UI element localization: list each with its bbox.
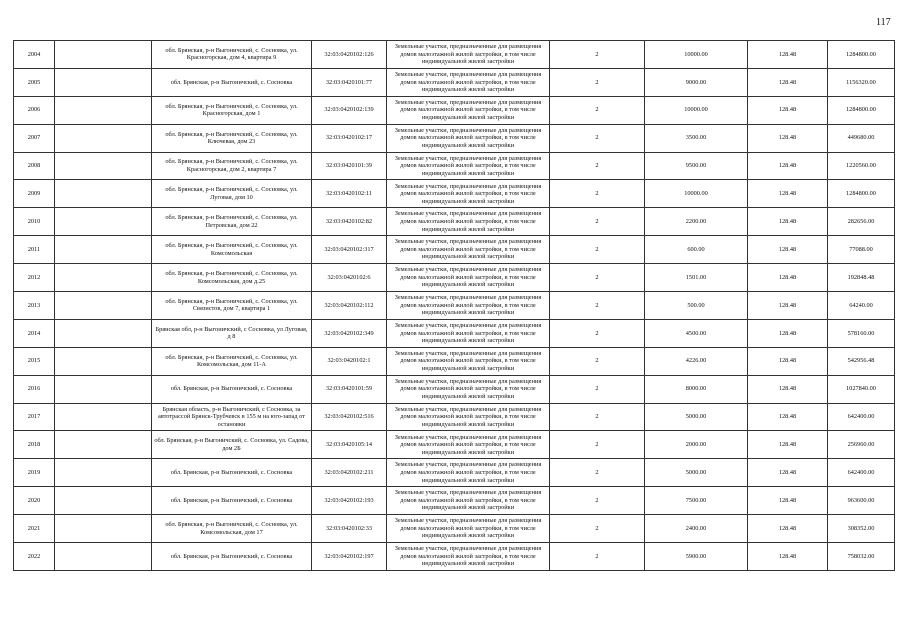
area-cell: 4226.00 (645, 347, 748, 375)
category-cell: 2 (550, 459, 645, 487)
land-use-cell: Земельные участки, предназначенные для размещения домов малоэтажной жилой застройки, в том числе индивидуальной жилой застройки (387, 543, 550, 571)
rate-cell: 128.48 (748, 124, 828, 152)
address-cell: обл. Брянская, р-н Выгоничский, с. Сосновка (152, 459, 312, 487)
rate-cell: 128.48 (748, 264, 828, 292)
rate-cell: 128.48 (748, 236, 828, 264)
empty-cell (55, 180, 152, 208)
area-cell: 600.00 (645, 236, 748, 264)
cadastral-number-cell: 32:03:0420102:11 (312, 180, 387, 208)
table-row (14, 375, 895, 403)
row-number-cell: 2017 (14, 403, 55, 431)
category-cell: 2 (550, 96, 645, 124)
cadastral-number-cell: 32:03:0420102:82 (312, 208, 387, 236)
cadastral-value-cell: 1220560.00 (828, 152, 895, 180)
area-cell: 3500.00 (645, 124, 748, 152)
empty-cell (55, 543, 152, 571)
address-cell: Брянская обл, р-н Выгоничский, с Сосновка, ул Луговая, д 8 (152, 319, 312, 347)
rate-cell: 128.48 (748, 152, 828, 180)
cadastral-value-cell: 578160.00 (828, 319, 895, 347)
address-cell: обл. Брянская, р-н Выгоничский, с. Сосновка, ул. Луговая, дом 10 (152, 180, 312, 208)
empty-cell (55, 347, 152, 375)
cadastral-number-cell: 32:03:0420102:349 (312, 319, 387, 347)
registry-table-body (14, 41, 895, 571)
cadastral-value-cell: 1156320.00 (828, 68, 895, 96)
table-row (14, 152, 895, 180)
cadastral-number-cell: 32:03:0420102:211 (312, 459, 387, 487)
land-use-cell: Земельные участки, предназначенные для размещения домов малоэтажной жилой застройки, в том числе индивидуальной жилой застройки (387, 347, 550, 375)
area-cell: 2200.00 (645, 208, 748, 236)
table-row (14, 208, 895, 236)
rate-cell: 128.48 (748, 375, 828, 403)
empty-cell (55, 68, 152, 96)
address-cell: обл. Брянская, р-н Выгоничский, с. Сосновка, ул. Комсомольская (152, 236, 312, 264)
cadastral-value-cell: 1284800.00 (828, 41, 895, 69)
rate-cell: 128.48 (748, 96, 828, 124)
cadastral-value-cell: 308352.00 (828, 515, 895, 543)
row-number-cell: 2022 (14, 543, 55, 571)
land-use-cell: Земельные участки, предназначенные для размещения домов малоэтажной жилой застройки, в том числе индивидуальной жилой застройки (387, 403, 550, 431)
land-use-cell: Земельные участки, предназначенные для размещения домов малоэтажной жилой застройки, в том числе индивидуальной жилой застройки (387, 515, 550, 543)
land-use-cell: Земельные участки, предназначенные для размещения домов малоэтажной жилой застройки, в том числе индивидуальной жилой застройки (387, 292, 550, 320)
land-use-cell: Земельные участки, предназначенные для размещения домов малоэтажной жилой застройки, в том числе индивидуальной жилой застройки (387, 152, 550, 180)
cadastral-value-cell: 1284800.00 (828, 180, 895, 208)
land-use-cell: Земельные участки, предназначенные для размещения домов малоэтажной жилой застройки, в том числе индивидуальной жилой застройки (387, 431, 550, 459)
table-row (14, 264, 895, 292)
address-cell: обл. Брянская, р-н Выгоничский, с. Сосновка, ул. Садова, дом 2Б (152, 431, 312, 459)
row-number-cell: 2008 (14, 152, 55, 180)
cadastral-number-cell: 32:03:0420102:197 (312, 543, 387, 571)
land-use-cell: Земельные участки, предназначенные для размещения домов малоэтажной жилой застройки, в том числе индивидуальной жилой застройки (387, 68, 550, 96)
row-number-cell: 2005 (14, 68, 55, 96)
cadastral-number-cell: 32:03:0420101:39 (312, 152, 387, 180)
rate-cell: 128.48 (748, 431, 828, 459)
table-row (14, 543, 895, 571)
area-cell: 500.00 (645, 292, 748, 320)
area-cell: 2400.00 (645, 515, 748, 543)
area-cell: 10000.00 (645, 96, 748, 124)
rate-cell: 128.48 (748, 292, 828, 320)
land-use-cell: Земельные участки, предназначенные для размещения домов малоэтажной жилой застройки, в том числе индивидуальной жилой застройки (387, 319, 550, 347)
row-number-cell: 2013 (14, 292, 55, 320)
table-row (14, 403, 895, 431)
area-cell: 9500.00 (645, 152, 748, 180)
area-cell: 8000.00 (645, 375, 748, 403)
category-cell: 2 (550, 347, 645, 375)
rate-cell: 128.48 (748, 459, 828, 487)
row-number-cell: 2010 (14, 208, 55, 236)
address-cell: обл. Брянская, р-н Выгоничский, с. Сосновка, ул. Связистов, дом 7, квартира 1 (152, 292, 312, 320)
empty-cell (55, 431, 152, 459)
cadastral-number-cell: 32:03:0420102:193 (312, 487, 387, 515)
rate-cell: 128.48 (748, 347, 828, 375)
row-number-cell: 2018 (14, 431, 55, 459)
table-row (14, 515, 895, 543)
category-cell: 2 (550, 208, 645, 236)
category-cell: 2 (550, 515, 645, 543)
row-number-cell: 2021 (14, 515, 55, 543)
rate-cell: 128.48 (748, 403, 828, 431)
address-cell: обл. Брянская, р-н Выгоничский, с. Сосновка, ул. Красногорская, дом 2, квартира 7 (152, 152, 312, 180)
land-use-cell: Земельные участки, предназначенные для размещения домов малоэтажной жилой застройки, в том числе индивидуальной жилой застройки (387, 208, 550, 236)
cadastral-number-cell: 32:03:0420102:17 (312, 124, 387, 152)
empty-cell (55, 236, 152, 264)
table-row (14, 68, 895, 96)
cadastral-value-cell: 282656.00 (828, 208, 895, 236)
address-cell: обл. Брянская, р-н Выгоничский, с. Сосновка, ул. Комсомольская, дом 17 (152, 515, 312, 543)
land-use-cell: Земельные участки, предназначенные для размещения домов малоэтажной жилой застройки, в том числе индивидуальной жилой застройки (387, 124, 550, 152)
address-cell: обл. Брянская, р-н Выгоничский, с. Сосновка (152, 68, 312, 96)
rate-cell: 128.48 (748, 68, 828, 96)
cadastral-value-cell: 1284800.00 (828, 96, 895, 124)
category-cell: 2 (550, 487, 645, 515)
area-cell: 10000.00 (645, 180, 748, 208)
land-use-cell: Земельные участки, предназначенные для размещения домов малоэтажной жилой застройки, в том числе индивидуальной жилой застройки (387, 236, 550, 264)
empty-cell (55, 96, 152, 124)
category-cell: 2 (550, 292, 645, 320)
cadastral-number-cell: 32:03:0420102:139 (312, 96, 387, 124)
empty-cell (55, 319, 152, 347)
address-cell: обл. Брянская, р-н Выгоничский, с. Сосновка (152, 375, 312, 403)
table-row (14, 124, 895, 152)
rate-cell: 128.48 (748, 515, 828, 543)
area-cell: 10000.00 (645, 41, 748, 69)
cadastral-value-cell: 758032.00 (828, 543, 895, 571)
area-cell: 5000.00 (645, 459, 748, 487)
area-cell: 5000.00 (645, 403, 748, 431)
cadastral-number-cell: 32:03:0420102:33 (312, 515, 387, 543)
land-use-cell: Земельные участки, предназначенные для размещения домов малоэтажной жилой застройки, в том числе индивидуальной жилой застройки (387, 96, 550, 124)
rate-cell: 128.48 (748, 41, 828, 69)
row-number-cell: 2011 (14, 236, 55, 264)
table-row (14, 236, 895, 264)
area-cell: 4500.00 (645, 319, 748, 347)
rate-cell: 128.48 (748, 487, 828, 515)
land-use-cell: Земельные участки, предназначенные для размещения домов малоэтажной жилой застройки, в том числе индивидуальной жилой застройки (387, 41, 550, 69)
cadastral-value-cell: 77088.00 (828, 236, 895, 264)
category-cell: 2 (550, 375, 645, 403)
address-cell: обл. Брянская, р-н Выгоничский, с. Сосновка, ул. Комсомольская, дом д.25 (152, 264, 312, 292)
land-use-cell: Земельные участки, предназначенные для размещения домов малоэтажной жилой застройки, в том числе индивидуальной жилой застройки (387, 487, 550, 515)
category-cell: 2 (550, 152, 645, 180)
row-number-cell: 2007 (14, 124, 55, 152)
category-cell: 2 (550, 68, 645, 96)
land-use-cell: Земельные участки, предназначенные для размещения домов малоэтажной жилой застройки, в том числе индивидуальной жилой застройки (387, 264, 550, 292)
table-row (14, 347, 895, 375)
cadastral-value-cell: 963600.00 (828, 487, 895, 515)
cadastral-number-cell: 32:03:0420105:14 (312, 431, 387, 459)
row-number-cell: 2012 (14, 264, 55, 292)
address-cell: обл. Брянская, р-н Выгоничский, с. Сосновка (152, 543, 312, 571)
table-row (14, 96, 895, 124)
area-cell: 1501.00 (645, 264, 748, 292)
address-cell: обл. Брянская, р-н Выгоничский, с. Сосновка, ул. Красногорская, дом 4, квартира 9 (152, 41, 312, 69)
cadastral-number-cell: 32:03:0420102:112 (312, 292, 387, 320)
cadastral-number-cell: 32:03:0420102:317 (312, 236, 387, 264)
rate-cell: 128.48 (748, 208, 828, 236)
cadastral-value-cell: 642400.00 (828, 459, 895, 487)
rate-cell: 128.48 (748, 543, 828, 571)
cadastral-number-cell: 32:03:0420102:6 (312, 264, 387, 292)
address-cell: обл. Брянская, р-н Выгоничский, с. Сосновка, ул. Красногорская, дом 1 (152, 96, 312, 124)
area-cell: 5900.00 (645, 543, 748, 571)
address-cell: обл. Брянская, р-н Выгоничский, с. Сосновка, ул. Комсомольская, дом 11-А (152, 347, 312, 375)
land-use-cell: Земельные участки, предназначенные для размещения домов малоэтажной жилой застройки, в том числе индивидуальной жилой застройки (387, 180, 550, 208)
address-cell: обл. Брянская, р-н Выгоничский, с. Сосновка, ул. Петровская, дом 22 (152, 208, 312, 236)
category-cell: 2 (550, 41, 645, 69)
cadastral-value-cell: 1027840.00 (828, 375, 895, 403)
empty-cell (55, 487, 152, 515)
category-cell: 2 (550, 264, 645, 292)
area-cell: 2000.00 (645, 431, 748, 459)
category-cell: 2 (550, 180, 645, 208)
cadastral-value-cell: 256960.00 (828, 431, 895, 459)
empty-cell (55, 264, 152, 292)
row-number-cell: 2014 (14, 319, 55, 347)
cadastral-value-cell: 449680.00 (828, 124, 895, 152)
land-use-cell: Земельные участки, предназначенные для размещения домов малоэтажной жилой застройки, в том числе индивидуальной жилой застройки (387, 375, 550, 403)
empty-cell (55, 152, 152, 180)
rate-cell: 128.48 (748, 180, 828, 208)
land-use-cell: Земельные участки, предназначенные для размещения домов малоэтажной жилой застройки, в том числе индивидуальной жилой застройки (387, 459, 550, 487)
cadastral-number-cell: 32:03:0420102:1 (312, 347, 387, 375)
cadastral-value-cell: 542956.48 (828, 347, 895, 375)
table-row (14, 431, 895, 459)
category-cell: 2 (550, 319, 645, 347)
table-row (14, 319, 895, 347)
cadastral-number-cell: 32:03:0420102:516 (312, 403, 387, 431)
table-row (14, 459, 895, 487)
cadastral-value-cell: 642400.00 (828, 403, 895, 431)
table-row (14, 292, 895, 320)
category-cell: 2 (550, 403, 645, 431)
row-number-cell: 2004 (14, 41, 55, 69)
address-cell: обл. Брянская, р-н Выгоничский, с. Сосновка (152, 487, 312, 515)
category-cell: 2 (550, 431, 645, 459)
row-number-cell: 2020 (14, 487, 55, 515)
category-cell: 2 (550, 236, 645, 264)
land-registry-table (13, 40, 895, 571)
cadastral-value-cell: 192848.48 (828, 264, 895, 292)
row-number-cell: 2009 (14, 180, 55, 208)
cadastral-number-cell: 32:03:0420101:77 (312, 68, 387, 96)
cadastral-value-cell: 64240.00 (828, 292, 895, 320)
table-row (14, 487, 895, 515)
address-cell: обл. Брянская, р-н Выгоничский, с. Сосновка, ул. Ключевая, дом 23 (152, 124, 312, 152)
area-cell: 9000.00 (645, 68, 748, 96)
table-row (14, 41, 895, 69)
empty-cell (55, 375, 152, 403)
rate-cell: 128.48 (748, 319, 828, 347)
category-cell: 2 (550, 543, 645, 571)
row-number-cell: 2015 (14, 347, 55, 375)
cadastral-number-cell: 32:03:0420102:126 (312, 41, 387, 69)
empty-cell (55, 41, 152, 69)
empty-cell (55, 515, 152, 543)
category-cell: 2 (550, 124, 645, 152)
cadastral-number-cell: 32:03:0420101:59 (312, 375, 387, 403)
empty-cell (55, 292, 152, 320)
table-row (14, 180, 895, 208)
area-cell: 7500.00 (645, 487, 748, 515)
empty-cell (55, 208, 152, 236)
empty-cell (55, 403, 152, 431)
empty-cell (55, 459, 152, 487)
page-number: 117 (876, 17, 891, 28)
row-number-cell: 2019 (14, 459, 55, 487)
address-cell: Брянская область, р-н Выгоничский, с Сосновка, за автотрассой Брянск-Трубчевск в 155 м на юго-запад от остановки (152, 403, 312, 431)
row-number-cell: 2006 (14, 96, 55, 124)
row-number-cell: 2016 (14, 375, 55, 403)
empty-cell (55, 124, 152, 152)
